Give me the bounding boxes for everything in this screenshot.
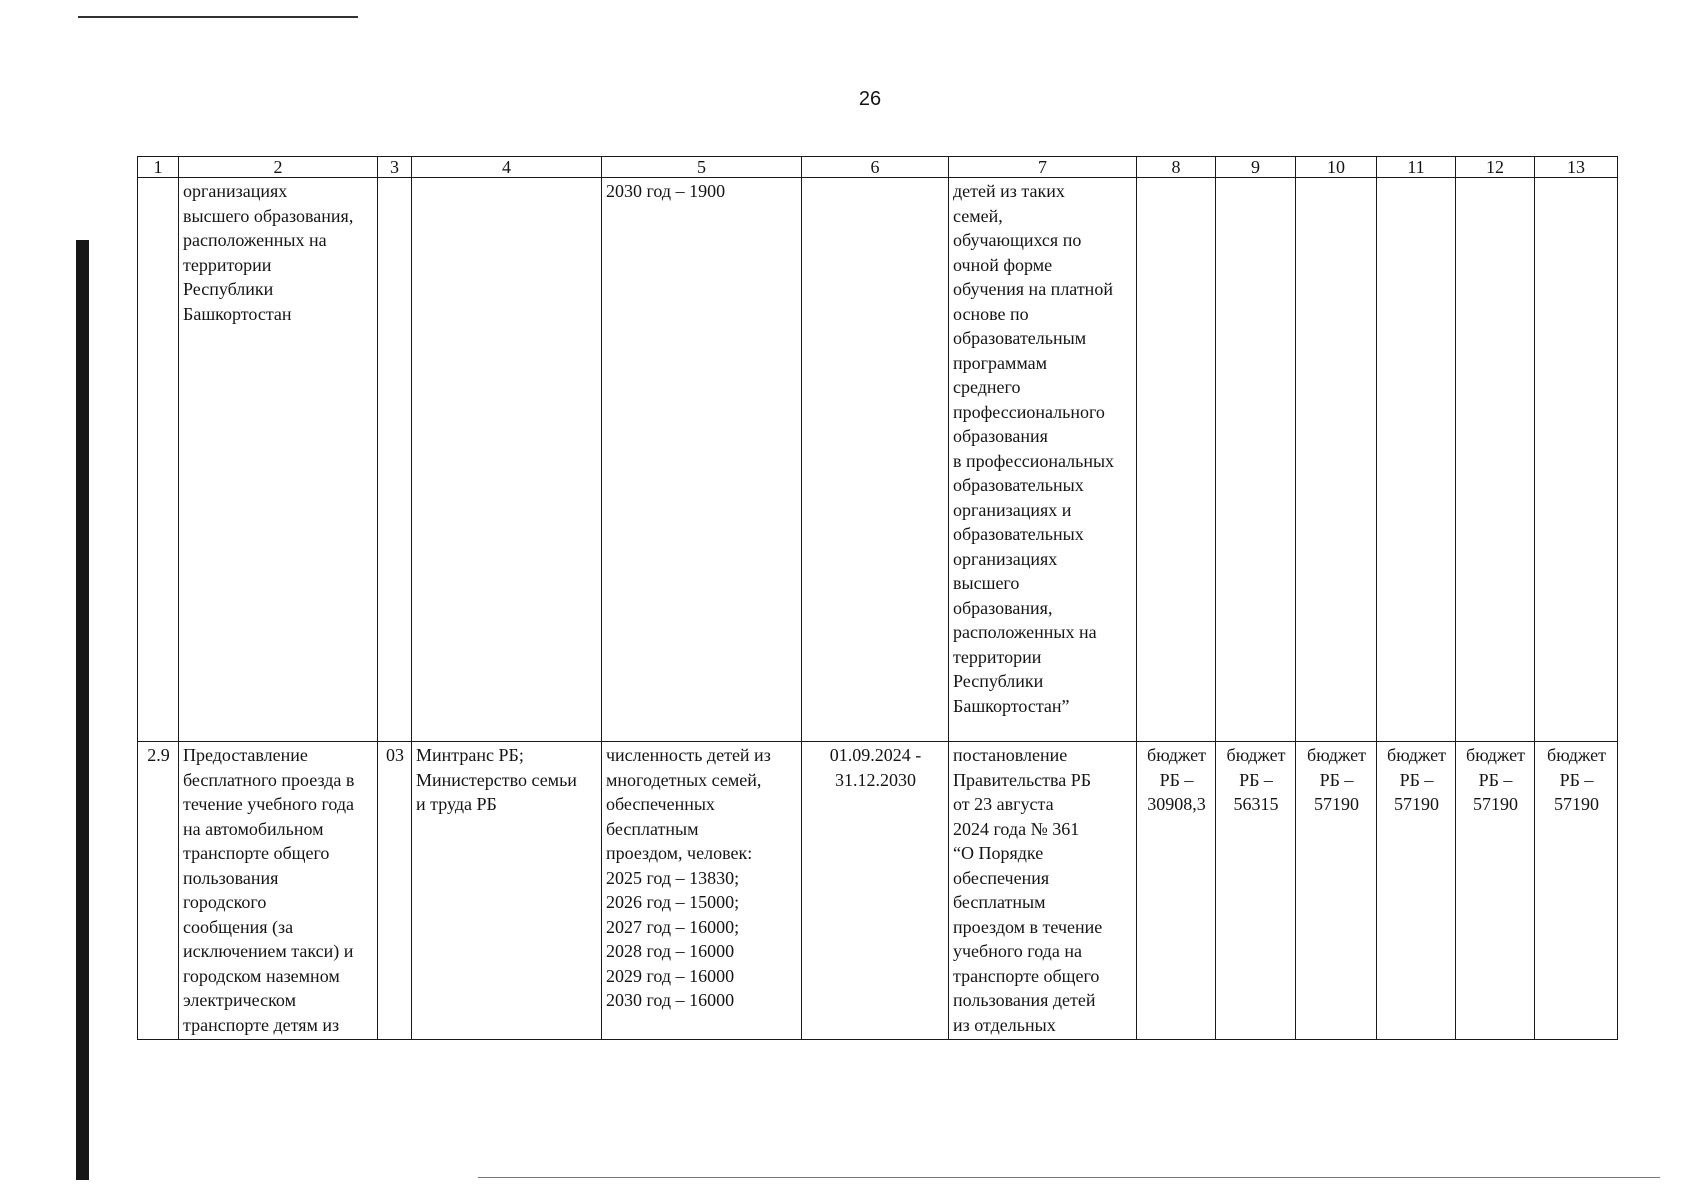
cell-budget (1216, 178, 1296, 742)
cell-item-number (138, 178, 179, 742)
cell-budget (1296, 178, 1377, 742)
cell-responsible: Минтранс РБ; Министерство семьи и труда РБ (412, 742, 602, 1040)
cell-budget (1377, 178, 1456, 742)
table-row (138, 742, 1618, 1040)
cell-responsible (412, 178, 602, 742)
column-number: 7 (949, 157, 1137, 178)
cell-budget (1535, 178, 1618, 742)
column-number: 2 (179, 157, 378, 178)
cell-budget: бюджет РБ – 57190 (1296, 742, 1377, 1040)
cell-budget: бюджет РБ – 30908,3 (1137, 742, 1216, 1040)
column-number: 6 (802, 157, 949, 178)
cell-budget (1137, 178, 1216, 742)
column-number: 12 (1456, 157, 1535, 178)
cell-code (378, 178, 412, 742)
cell-item-number: 2.9 (138, 742, 179, 1040)
bottom-rule (478, 1177, 1660, 1178)
cell-budget: бюджет РБ – 57190 (1377, 742, 1456, 1040)
cell-legal-act: детей из таких семей, обучающихся по очной форме обучения на платной основе по образовательным программам среднего профессионального образования в профессиональных образовательных организациях и образовательных организациях высшего образования, расположенных на территории Республики Башкортостан” (949, 178, 1137, 742)
column-number: 11 (1377, 157, 1456, 178)
cell-budget (1456, 178, 1535, 742)
cell-budget: бюджет РБ – 57190 (1535, 742, 1618, 1040)
column-number: 8 (1137, 157, 1216, 178)
cell-budget: бюджет РБ – 57190 (1456, 742, 1535, 1040)
cell-period: 01.09.2024 - 31.12.2030 (802, 742, 949, 1040)
column-number: 10 (1296, 157, 1377, 178)
column-number: 5 (602, 157, 802, 178)
cell-measure-name: Предоставление бесплатного проезда в течение учебного года на автомобильном транспорте общего пользования городского сообщения (за исключением такси) и городском наземном электрическом транспорте детям из (179, 742, 378, 1040)
cell-period (802, 178, 949, 742)
column-number-row (138, 157, 1618, 178)
table-row (138, 178, 1618, 742)
page-number: 26 (858, 88, 882, 110)
cell-code: 03 (378, 742, 412, 1040)
program-table (137, 156, 1618, 1040)
column-number: 9 (1216, 157, 1296, 178)
top-rule (78, 16, 358, 18)
cell-indicator: 2030 год – 1900 (602, 178, 802, 742)
column-number: 1 (138, 157, 179, 178)
cell-legal-act: постановление Правительства РБ от 23 августа 2024 года № 361 “О Порядке обеспечения бесплатным проездом в течение учебного года на транспорте общего пользования детей из отдельных (949, 742, 1137, 1040)
column-number: 13 (1535, 157, 1618, 178)
column-number: 4 (412, 157, 602, 178)
column-number: 3 (378, 157, 412, 178)
cell-indicator: численность детей из многодетных семей, обеспеченных бесплатным проездом, человек: 2025 год – 13830; 2026 год – 15000; 2027 год – 16000; 2028 год – 16000 2029 год – 16000 2030 год – 16000 (602, 742, 802, 1040)
scan-edge-shadow (76, 240, 89, 1180)
cell-measure-name: организациях высшего образования, расположенных на территории Республики Башкортостан (179, 178, 378, 742)
cell-budget: бюджет РБ – 56315 (1216, 742, 1296, 1040)
